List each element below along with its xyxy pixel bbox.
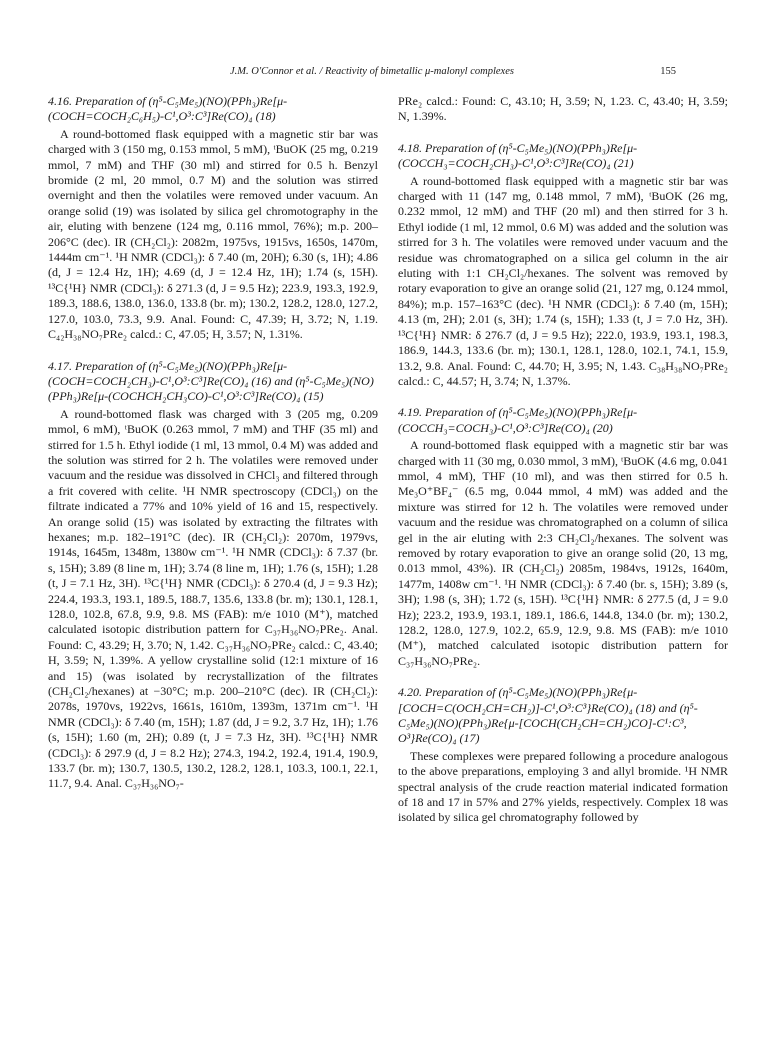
body-paragraph: A round-bottomed flask equipped with a magnetic stir bar was charged with 3 (150 mg, 0.153 mmol, 5 mM), ᵗBuOK (25 mg, 0.219 mmol, 7 mM) and THF (30 ml) and stirred for 0.5 h. Benzyl bromide (2 ml, 20 mmol, 0.7 M) and the solution was stirred overnight and then the volatiles were removed under vacuum. An orange solid (19) was isolated by silica gel chromotography in the air, eluting with benzene (124 mg, 0.116 mmol, 76%); m.p. 200–206°C (dec). IR (CH₂Cl₂): 2082m, 1975vs, 1915vs, 1650s, 1470m, 1444m cm⁻¹. ¹H NMR (CDCl₃): δ 7.40 (m, 20H); 6.30 (s, 1H); 4.86 (d, J = 12.4 Hz, 1H); 4.69 (d, J = 12.4 Hz, 1H); 1.74 (s, 15H). ¹³C{¹H} NMR (CDCl₃): δ 271.3 (d, J = 9.5 Hz); 223.9, 193.3, 192.9, 189.3, 188.6, 138.0, 136.0, 133.8 (br. m); 130.2, 128.2, 128.0, 127.2, 127.0, 103.0, 73.3, 9.9. Anal. Found: C, 47.39; H, 3.72; N, 1.19. C₄₂H₃₈NO₇PRe₂ calcd.: C, 47.05; H, 3.57; N, 1.31%. [48,126,378,342]
section-heading: 4.17. Preparation of (η⁵-C₅Me₅)(NO)(PPh₃)Re[μ-(COCH=COCH₂CH₃)-C¹,O³:C³]Re(CO)₄ (16) and (η⁵-C₅Me₅)(NO)(PPh₃)Re[μ-(COCHCH₂CH₃CO)-C¹,O³:C³]Re(CO)₄ (15) [48,358,374,404]
section-heading: 4.18. Preparation of (η⁵-C₅Me₅)(NO)(PPh₃)Re[μ-(COCCH₃=COCH₂CH₃)-C¹,O³:C³]Re(CO)₄ (21) [398,140,638,171]
section-continuation [398,94,728,125]
running-head: J.M. O'Connor et al. / Reactivity of bimetallic μ-malonyl complexes [230,66,514,77]
body-paragraph: A round-bottomed flask was charged with 3 (205 mg, 0.209 mmol, 6 mM), ᵗBuOK (0.263 mmol, 7 mM) and THF (35 ml) and stirred for 1.5 h. Ethyl iodide (1 ml, 13 mmol, 0.4 M) was added and the solution was stirred for 2 h. The volatiles were removed under vacuum and the residue was dissolved in CHCl₃ and filtered through a frit covered with celite. ¹H NMR spectroscopy (CDCl₃) on the filtrate indicated a 77% and 10% yield of 16 and 15, respectively. An orange solid (15) was isolated by extracting the filtrates with hexanes; m.p. 182–191°C (dec). IR (CH₂Cl₂): 2070m, 1979vs, 1914s, 1645m, 1348m, 1380w cm⁻¹. ¹H NMR (CDCl₃): δ 7.37 (br. s, 15H); 3.89 (8 line m, 1H); 3.74 (8 line m, 1H); 1.76 (s, 15H); 1.28 (t, J = 7.1 Hz, 3H). ¹³C{¹H} NMR (CDCl₃): δ 270.4 (d, J = 9.3 Hz); 224.4, 193.3, 193.1, 189.5, 188.7, 135.6, 133.8 (br. m); 130.1, 128.1, 128.0, 102.8, 67.8, 9.9, 9.8. MS (FAB): m/e 1010 (M⁺), matched calculated isotopic distribution pattern for C₃₇H₃₆NO₇PRe₂. Anal. Found: C, 43.29; H, 3.70; N, 1.42. C₃₇H₃₆NO₇PRe₂ calcd.: C, 43.40; H, 3.59; N, 1.39%. A yellow crystalline solid (12:1 mixture of 16 and 15) (was isolated by recrystallization of the filtrates (CH₂Cl₂/hexanes) at −30°C; m.p. 200–210°C (dec). IR (CH₂Cl₂): 2078s, 1970vs, 1922vs, 1661s, 1610m, 1393m, 1371m cm⁻¹. ¹H NMR (CDCl₃): δ 7.40 (m, 15H); 1.87 (dd, J = 9.2, 3.7 Hz, 1H); 1.76 (s, 15H); 1.60 (m, 2H); 0.89 (t, J = 7.3 Hz, 3H). ¹³C{¹H} NMR (CDCl₃): δ 297.9 (d, J = 8.2 Hz); 274.3, 194.2, 192.4, 191.4, 190.9, 133.7 (br. m); 130.7, 130.5, 130.2, 128.2, 128.1, 103.3, 100.1, 22.1, 11.7, 9.4. Anal. C₃₇H₃₆NO₇- [48,406,378,791]
section-4-16 [48,94,378,343]
left-column [48,94,378,808]
section-4-20 [398,685,728,826]
body-paragraph: PRe₂ calcd.: Found: C, 43.10; H, 3.59; N, 1.23. C, 43.40; H, 3.59; N, 1.39%. [398,94,728,124]
body-paragraph: A round-bottomed flask equipped with a magnetic stir bar was charged with 11 (30 mg, 0.030 mmol, 3 mM), ᵗBuOK (4.6 mg, 0.041 mmol, 4 mM), THF (10 ml), and was then stirred for 0.5 h. Me₃O⁺BF₄⁻ (6.5 mg, 0.044 mmol, 4 mM) was added and the mixture was stirred for 12 h. The volatiles were removed under vacuum and the residue was chromatographed on a column of silica gel in the air eluting with 2:3 CH₂Cl₂/hexanes. The solvent was removed by rotary evaporation to give an orange solid (20, 13 mg, 0.013 mmol, 43%). IR (CH₂Cl₂) 2085m, 1984vs, 1912s, 1640m, 1477m, 1408w cm⁻¹. ¹H NMR (CDCl₃): δ 7.40 (br. s, 15H); 3.89 (s, 3H); 1.98 (s, 3H); 1.72 (s, 15H). ¹³C{¹H} NMR: δ 277.5 (d, J = 9.0 Hz); 223.2, 193.9, 193.1, 189.1, 186.6, 144.8, 134.0 (br. m); 130.2, 128.2, 128.0, 127.9, 102.2, 65.9, 12.9, 9.8. MS (FAB): m/e 1010 (M⁺), matched calculated isotopic distribution pattern for C₃₇H₃₆NO₇PRe₂. [398,438,728,668]
page-header [0,66,768,82]
section-4-19 [398,405,728,669]
section-4-17 [48,359,378,792]
section-4-18 [398,141,728,390]
body-paragraph: These complexes were prepared following a procedure analogous to the above preparations, employing 3 and allyl bromide. ¹H NMR spectral analysis of the crude reaction material indicated formation of 18 and 17 in 57% and 27% yields, respectively. Complex 18 was isolated by silica gel chromatography followed by [398,748,728,825]
right-column [398,94,728,842]
section-heading: 4.16. Preparation of (η⁵-C₅Me₅)(NO)(PPh₃)Re[μ-(COCH=COCH₂C₆H₅)-C¹,O³:C³]Re(CO)₄ (18) [48,94,288,124]
section-heading: 4.20. Preparation of (η⁵-C₅Me₅)(NO)(PPh₃)Re{μ-[COCH=C(OCH₂CH=CH₂)]-C¹,O³:C³}Re(CO)₄ (18) and (η⁵-C₅Me₅)(NO)(PPh₃)Re{μ-[COCH(CH₂CH=CH₂)CO]-C¹:C³, O³}Re(CO)₄ (17) [398,685,698,746]
page-number: 155 [660,66,676,77]
section-heading: 4.19. Preparation of (η⁵-C₅Me₅)(NO)(PPh₃)Re[μ-(COCCH₃=COCH₃)-C¹,O³:C³]Re(CO)₄ (20) [398,405,638,435]
body-paragraph: A round-bottomed flask equipped with a magnetic stir bar was charged with 11 (147 mg, 0.148 mmol, 7 mM), ᵗBuOK (26 mg, 0.232 mmol, 12 mM) and THF (20 ml) and then stirred for 3 h. Ethyl iodide (1 ml, 12 mmol, 0.6 M) was added and the solution was stirred for 3 h. The volatiles were removed under vacuum and the residue was chromatographed on a silica gel column in the air eluting with 1:1 CH₂Cl₂/hexanes. The solvent was removed by rotary evaporation to give an orange solid (21, 127 mg, 0.124 mmol, 84%); m.p. 157–163°C (dec). ¹H NMR (CDCl₃): δ 7.40 (m, 15H); 4.13 (m, 2H); 2.01 (s, 3H); 1.74 (s, 15H); 1.33 (t, J = 7.0 Hz, 3H). ¹³C{¹H} NMR: δ 276.7 (d, J = 9.5 Hz); 222.0, 193.9, 193.1, 198.3, 186.9, 144.3, 133.6 (br. m); 130.1, 128.1, 128.0, 102.1, 74.1, 15.9, 13.2, 9.8. Anal. Found: C, 44.70; H, 3.95; N, 1.43. C₃₈H₃₈NO₇PRe₂ calcd.: C, 44.57; H, 3.74; N, 1.37%. [398,173,728,388]
